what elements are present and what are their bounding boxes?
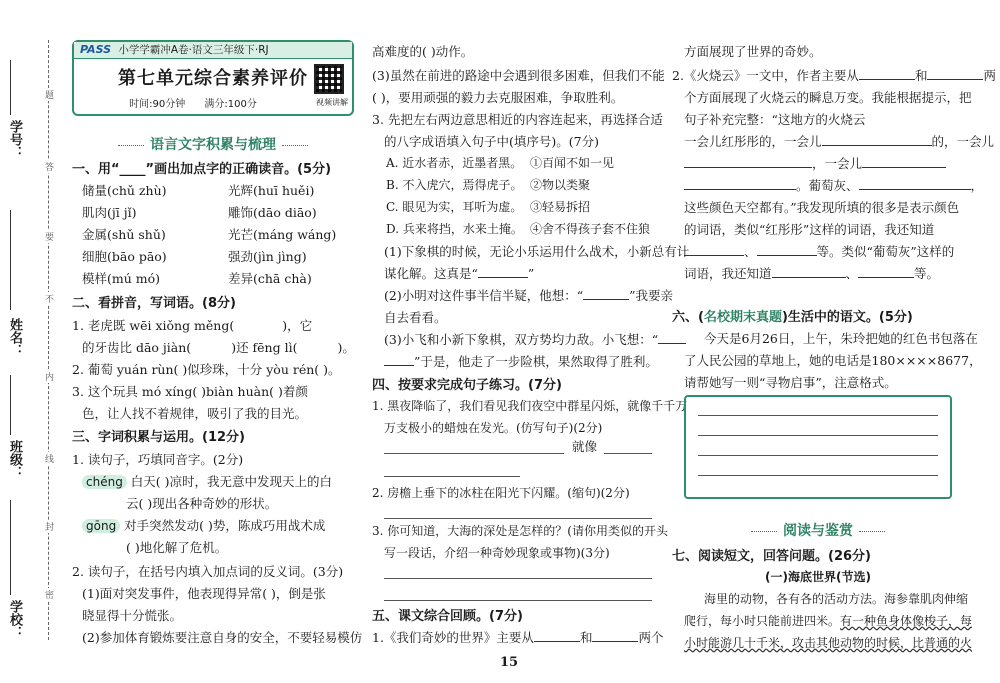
q5-text: 两个 xyxy=(638,630,664,645)
q2-heading: 二、看拼音，写词语。(8分) xyxy=(72,296,236,311)
passage-line xyxy=(684,612,972,629)
fill-blank[interactable] xyxy=(684,178,796,190)
q2-text: 的牙齿比 dāo jiàn( xyxy=(82,340,192,355)
q4-item: 写一段话，介绍一种奇妙现象或事物)(3分) xyxy=(384,546,610,560)
homophone-text[interactable]: 白天( )凉时，我无意中发现天上的白 xyxy=(130,474,333,489)
homophone-text[interactable]: ( )地化解了危机。 xyxy=(126,540,228,555)
exam-time: 时间:90分钟 xyxy=(129,99,186,110)
fill-blank[interactable] xyxy=(384,354,414,366)
passage-text: 爬行，每小时只能前进四米。 xyxy=(684,614,841,628)
match-left[interactable]: A. 近水者赤，近墨者黑。 xyxy=(386,156,523,170)
q2-line[interactable]: 2. 葡萄 yuán rùn( )似珍珠，十分 yòu rén( )。 xyxy=(72,362,341,377)
pinyin-tag: gōng xyxy=(82,519,120,533)
match-left[interactable]: B. 不入虎穴，焉得虎子。 xyxy=(386,178,523,192)
q2-text: )，它 xyxy=(282,318,313,333)
pinyin-tag: chéng xyxy=(82,475,127,489)
antonym-item: 晓显得十分慌张。 xyxy=(82,608,183,623)
fill-text: ”我要亲 xyxy=(629,288,673,303)
seal-char: 封 xyxy=(43,522,53,531)
antonym-item: (3)虽然在前进的路途中会遇到很多困难，但我们不能 xyxy=(372,68,665,83)
answer-line[interactable] xyxy=(698,415,938,416)
school-label: 学校： xyxy=(7,600,22,639)
exam-title: 第七单元综合素养评价 xyxy=(118,68,308,89)
q3-heading: 三、字词积累与运用。(12分) xyxy=(72,430,245,445)
q1-heading: 一、用“____”画出加点字的正确读音。(5分) xyxy=(72,162,332,177)
answer-line[interactable] xyxy=(698,455,938,456)
passage-title: (一)海底世界(节选) xyxy=(765,570,871,584)
q5-heading: 五、课文综合回顾。(7分) xyxy=(372,609,523,624)
q4-item: 3. 你可知道，大海的深处是怎样的？(请你用类似的开头 xyxy=(372,524,668,538)
antonym-item[interactable]: 高难度的( )动作。 xyxy=(372,44,474,59)
q2-text: )还 fēng lì( xyxy=(231,340,298,355)
q6-text: )生活中的语文。(5分) xyxy=(781,310,913,325)
q5-text: 等。 xyxy=(914,266,940,281)
fill-blank[interactable] xyxy=(859,68,915,80)
q5-text: 、 xyxy=(744,244,757,259)
fill-item: (1)下象棋的时候，无论小乐运用什么战术，小新总有计 xyxy=(384,244,690,259)
q5-text: 2.《火烧云》一文中，作者主要从 xyxy=(672,68,859,83)
q6-text: 请帮她写一则“寻物启事”，注意格式。 xyxy=(684,375,897,390)
fill-blank[interactable] xyxy=(858,266,914,278)
q2-line xyxy=(82,338,355,356)
qr-code-icon[interactable] xyxy=(314,64,344,94)
q5-text: 词语，我还知道 xyxy=(684,266,772,281)
fill-blank[interactable] xyxy=(684,244,744,256)
answer-line[interactable] xyxy=(384,476,520,477)
q5-item xyxy=(684,176,983,194)
q5-item xyxy=(372,628,663,646)
answer-line[interactable] xyxy=(698,475,938,476)
pinyin-item[interactable]: 储量(chǔ zhù) xyxy=(82,183,167,198)
seal-char: 线 xyxy=(43,454,53,463)
series-bar xyxy=(74,42,352,59)
match-right[interactable]: ④舍不得孩子套不住狼 xyxy=(530,222,651,236)
homophone-text[interactable]: 云( )现出各种奇妙的形状。 xyxy=(126,496,278,511)
homophone-text[interactable]: 对手突然发动( )势，陈成巧用战术成 xyxy=(124,518,326,533)
q6-heading xyxy=(672,306,913,325)
q5-text: 的，一会儿 xyxy=(931,134,995,149)
pinyin-item[interactable]: 细胞(bāo pāo) xyxy=(82,249,167,264)
answer-line[interactable] xyxy=(384,578,652,579)
q5-text: 的词语，类似“红彤彤”这样的词语，我还知道 xyxy=(684,222,935,237)
pinyin-item[interactable]: 模样(mú mó) xyxy=(82,271,161,286)
class-label: 班级： xyxy=(7,440,22,479)
exam-header xyxy=(72,40,354,116)
answer-line[interactable] xyxy=(384,453,564,454)
fill-item xyxy=(384,352,658,370)
q2-line xyxy=(72,316,312,334)
q5-text: 两 xyxy=(983,68,996,83)
q2-line[interactable]: 3. 这个玩具 mó xíng( )biàn huàn( )着颜 xyxy=(72,384,308,399)
fill-blank[interactable] xyxy=(859,178,971,190)
fill-text: ” xyxy=(527,266,535,281)
seal-char: 题 xyxy=(43,90,53,99)
q6-text: 今天是6月26日，上午，朱玲把她的红色书包落在 xyxy=(704,331,978,346)
match-right[interactable]: ①百闻不如一见 xyxy=(530,156,615,170)
exam-score: 满分:100分 xyxy=(204,99,257,110)
fill-blank[interactable] xyxy=(927,68,983,80)
fill-text: (3)小飞和小新下象棋，双方势均力敌。小飞想：“ xyxy=(384,332,659,347)
passage-text: 海里的动物，各有各的活动方法。海参靠肌肉伸缩 xyxy=(704,592,969,606)
exam-meta xyxy=(74,95,352,110)
fill-text: 谋化解。这真是“ xyxy=(384,266,478,281)
antonym-item[interactable]: (1)面对突发事件，他表现得异常( )，倒是张 xyxy=(82,586,326,601)
fill-blank[interactable] xyxy=(822,134,932,146)
q5-item xyxy=(684,264,939,282)
q2-text: )。 xyxy=(337,340,355,355)
match-left[interactable]: D. 兵来将挡，水来土掩。 xyxy=(386,222,523,236)
answer-line[interactable] xyxy=(604,453,652,454)
match-left[interactable]: C. 眼见为实，耳听为虚。 xyxy=(386,200,523,214)
fill-item xyxy=(384,330,686,348)
pinyin-item[interactable]: 光芒(máng wáng) xyxy=(228,227,337,242)
q5-text: 句子补充完整：“这地方的火烧云 xyxy=(684,112,866,127)
passage-underlined: 有一种鱼身体像梭子，每 xyxy=(840,614,973,628)
fill-blank[interactable] xyxy=(684,156,812,168)
pass-logo: PASS xyxy=(80,43,112,56)
answer-line[interactable] xyxy=(384,518,652,519)
homophone-row xyxy=(82,472,332,490)
passage-underlined: 小时能游几十千米，攻击其他动物的时候，比普通的火 xyxy=(684,636,973,650)
student-id-label: 学号： xyxy=(7,120,22,159)
q5-text: 。葡萄灰、 xyxy=(796,178,859,193)
q5-text: 一会儿红彤彤的，一会儿 xyxy=(684,134,822,149)
exam-source-tag: 名校期末真题 xyxy=(703,310,782,325)
fill-blank[interactable] xyxy=(583,288,629,300)
series-label: 小学学霸冲A卷·语文三年级下·RJ xyxy=(118,44,269,56)
q7-heading: 七、阅读短文，回答问题。(26分) xyxy=(672,549,871,564)
q4-heading: 四、按要求完成句子练习。(7分) xyxy=(372,378,562,393)
answer-line[interactable] xyxy=(384,600,652,601)
q5-text: 方面展现了世界的奇妙。 xyxy=(684,44,822,59)
pinyin-item[interactable]: 肌肉(jī jǐ) xyxy=(82,205,137,220)
seal-char: 内 xyxy=(43,372,53,381)
q5-text: 和 xyxy=(579,630,593,645)
pinyin-item[interactable]: 雕饰(dāo diāo) xyxy=(228,205,317,220)
notice-writing-box[interactable] xyxy=(684,395,952,499)
q3-sub: 1. 读句子，巧填同音字。(2分) xyxy=(72,452,244,467)
q2-line: 色，让人找不着规律，吸引了我的目光。 xyxy=(82,406,308,421)
q3-3-text: 3. 先把左右两边意思相近的内容连起来，再选择合适 xyxy=(372,112,663,127)
fill-item: 自去看看。 xyxy=(384,310,447,325)
q3-sub: 2. 读句子，在括号内填入加点词的反义词。(3分) xyxy=(72,564,344,579)
q4-item: 就像 xyxy=(572,439,598,454)
q5-item xyxy=(684,154,946,172)
binding-margin xyxy=(0,0,62,683)
antonym-item[interactable]: ( )，要用顽强的毅力去克服困难，争取胜利。 xyxy=(372,90,624,105)
fill-item xyxy=(384,264,534,282)
fill-blank[interactable] xyxy=(862,156,946,168)
match-right[interactable]: ③轻易拆招 xyxy=(530,200,591,214)
school-line[interactable] xyxy=(10,500,11,595)
fill-blank[interactable] xyxy=(757,244,817,256)
seal-char: 答 xyxy=(43,162,53,171)
q5-item xyxy=(672,66,996,84)
q5-text: 1.《我们奇妙的世界》主要从 xyxy=(372,630,534,645)
match-right[interactable]: ②物以类聚 xyxy=(530,178,591,192)
section-title-reading: 阅读与鉴赏 xyxy=(684,520,952,540)
q5-text: 和 xyxy=(914,68,928,83)
seal-char: 要 xyxy=(43,232,53,241)
q5-text: 等。类似“葡萄灰”这样的 xyxy=(816,244,955,259)
pinyin-item[interactable]: 金属(shǔ shǔ) xyxy=(82,227,166,242)
q5-item xyxy=(684,132,994,150)
q5-text: 、 xyxy=(845,266,859,281)
pinyin-item[interactable]: 光辉(huī huěi) xyxy=(228,183,315,198)
section-title-language: 语言文字积累与梳理 xyxy=(72,134,354,154)
q5-text: 个方面展现了火烧云的瞬息万变。我能根据提示，把 xyxy=(684,90,972,105)
cut-line xyxy=(48,40,49,640)
fill-blank[interactable] xyxy=(772,266,846,278)
q5-item xyxy=(684,242,954,260)
q5-text: ， xyxy=(970,178,984,193)
class-line[interactable] xyxy=(10,375,11,435)
q2-text: 1. 老虎既 wēi xiǒng měng( xyxy=(72,318,235,333)
q6-text: 六、( xyxy=(672,310,704,325)
fill-blank[interactable] xyxy=(478,266,528,278)
q3-3-text: 的八字成语填入句子中(填序号)。(7分) xyxy=(384,134,599,149)
fill-blank[interactable] xyxy=(658,332,686,344)
seal-char: 密 xyxy=(43,590,53,599)
name-line[interactable] xyxy=(10,210,11,310)
fill-text: ”于是，他走了一步险棋，果然取得了胜利。 xyxy=(414,354,658,369)
q5-text: 这些颜色天空都有。”我发现所填的很多是表示颜色 xyxy=(684,200,960,215)
q5-text: ，一会儿 xyxy=(812,156,863,171)
pinyin-item[interactable]: 强劲(jìn jìng) xyxy=(228,249,307,264)
answer-line[interactable] xyxy=(698,435,938,436)
q4-item: 1. 黑夜降临了，我们看见我们夜空中群星闪烁，就像千千万 xyxy=(372,399,688,413)
name-label: 姓名： xyxy=(7,318,22,357)
q6-text: 了人民公园的草地上，她的电话是180××××8677， xyxy=(684,353,982,368)
page-number: 15 xyxy=(500,655,519,670)
seal-char: 不 xyxy=(43,294,53,303)
fill-text: (2)小明对这件事半信半疑，他想：“ xyxy=(384,288,584,303)
fill-blank[interactable] xyxy=(592,630,638,642)
homophone-row xyxy=(82,516,325,534)
fill-blank[interactable] xyxy=(534,630,580,642)
fill-item xyxy=(384,286,673,304)
antonym-item: (2)参加体育锻炼要注意自身的安全，不要轻易模仿 xyxy=(82,630,363,645)
qr-label: 视频讲解 xyxy=(316,98,348,107)
pinyin-item[interactable]: 差异(chā chà) xyxy=(228,271,312,286)
student-id-line[interactable] xyxy=(10,60,11,115)
q4-item: 万支极小的蜡烛在发光。(仿写句子)(2分) xyxy=(384,421,603,435)
q4-item: 2. 房檐上垂下的冰柱在阳光下闪耀。(缩句)(2分) xyxy=(372,486,630,500)
